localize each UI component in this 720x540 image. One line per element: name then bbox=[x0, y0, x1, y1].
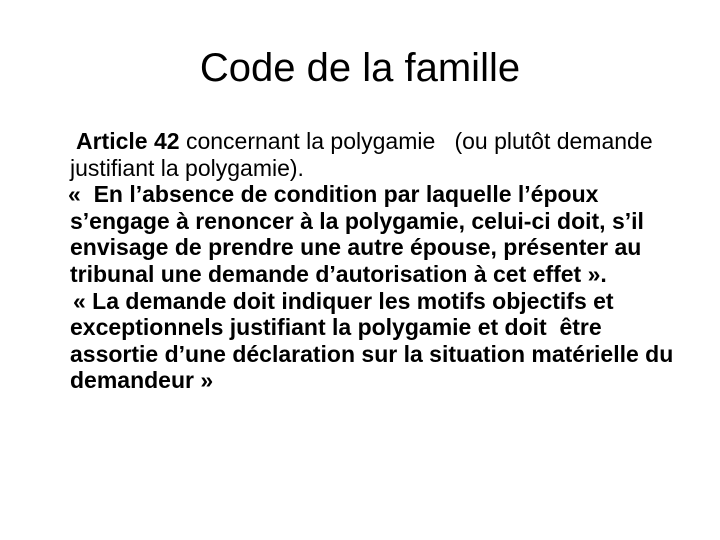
slide-title: Code de la famille bbox=[199, 46, 521, 90]
quote-demand-text: « La demande doit indiquer les motifs objectifs et exceptionnels justifiant la polygamie et doit être assortie d’une déclaration sur la situation matérielle du demandeur » bbox=[70, 287, 680, 394]
paragraph-quote-condition bbox=[70, 181, 690, 287]
article-description: concernant la polygamie (ou plutôt demande justifiant la polygamie). bbox=[70, 128, 660, 181]
slide-body bbox=[70, 128, 690, 394]
paragraph-article-42 bbox=[70, 128, 690, 181]
article-number: Article 42 bbox=[76, 128, 180, 154]
paragraph-quote-demand bbox=[70, 288, 690, 394]
quote-condition-text: « En l’absence de condition par laquelle l’époux s’engage à renoncer à la polygamie, celui-ci doit, s’il envisage de prendre une autre épouse, présenter au tribunal une demande d’autorisation à cet effet ». bbox=[68, 181, 657, 287]
